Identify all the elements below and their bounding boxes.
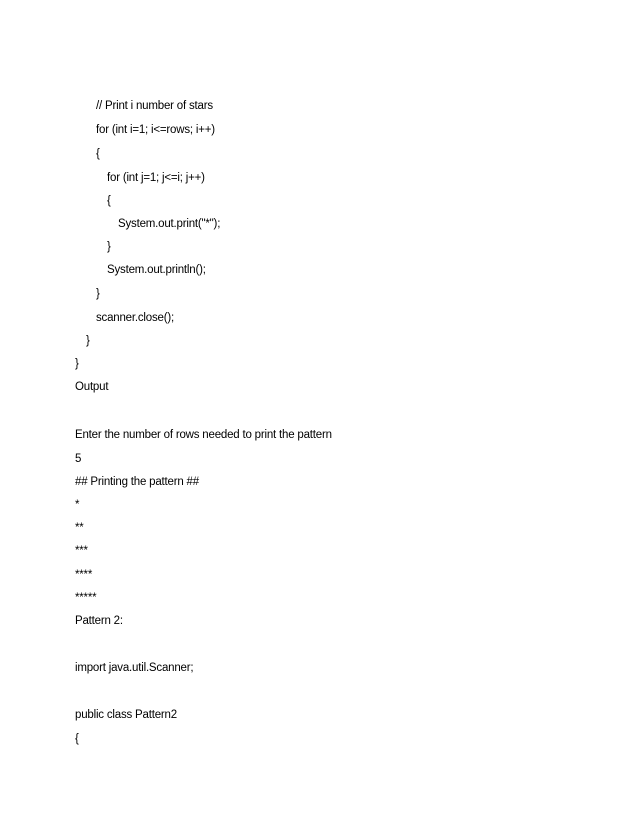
pattern-line: **** — [75, 569, 93, 581]
code-method-close-brace: } — [86, 335, 90, 347]
code-inner-for-line: for (int j=1; j<=i; j++) — [107, 172, 205, 184]
pattern2-open-brace: { — [75, 733, 79, 745]
code-outer-close-brace: } — [96, 288, 100, 300]
pattern-line: * — [75, 499, 80, 511]
code-outer-for-line: for (int i=1; i<=rows; i++) — [96, 124, 215, 136]
code-print-star-line: System.out.print("*"); — [118, 218, 221, 230]
output-prompt-line: Enter the number of rows needed to print the pattern — [75, 429, 332, 441]
code-comment-line: // Print i number of stars — [96, 100, 213, 112]
pattern-line: ** — [75, 522, 84, 534]
pattern2-heading: Pattern 2: — [75, 615, 123, 627]
output-printing-header: ## Printing the pattern ## — [75, 476, 199, 488]
code-class-close-brace: } — [75, 358, 79, 370]
pattern-line: *** — [75, 545, 88, 557]
code-inner-close-brace: } — [107, 241, 111, 253]
output-input-value: 5 — [75, 453, 82, 465]
pattern-line: ***** — [75, 592, 97, 604]
pattern2-import-line: import java.util.Scanner; — [75, 662, 194, 674]
code-scanner-close-line: scanner.close(); — [96, 312, 174, 324]
code-outer-open-brace: { — [96, 148, 100, 160]
output-heading: Output — [75, 381, 109, 393]
pattern2-class-declaration: public class Pattern2 — [75, 709, 177, 721]
code-println-line: System.out.println(); — [107, 264, 206, 276]
code-inner-open-brace: { — [107, 195, 111, 207]
